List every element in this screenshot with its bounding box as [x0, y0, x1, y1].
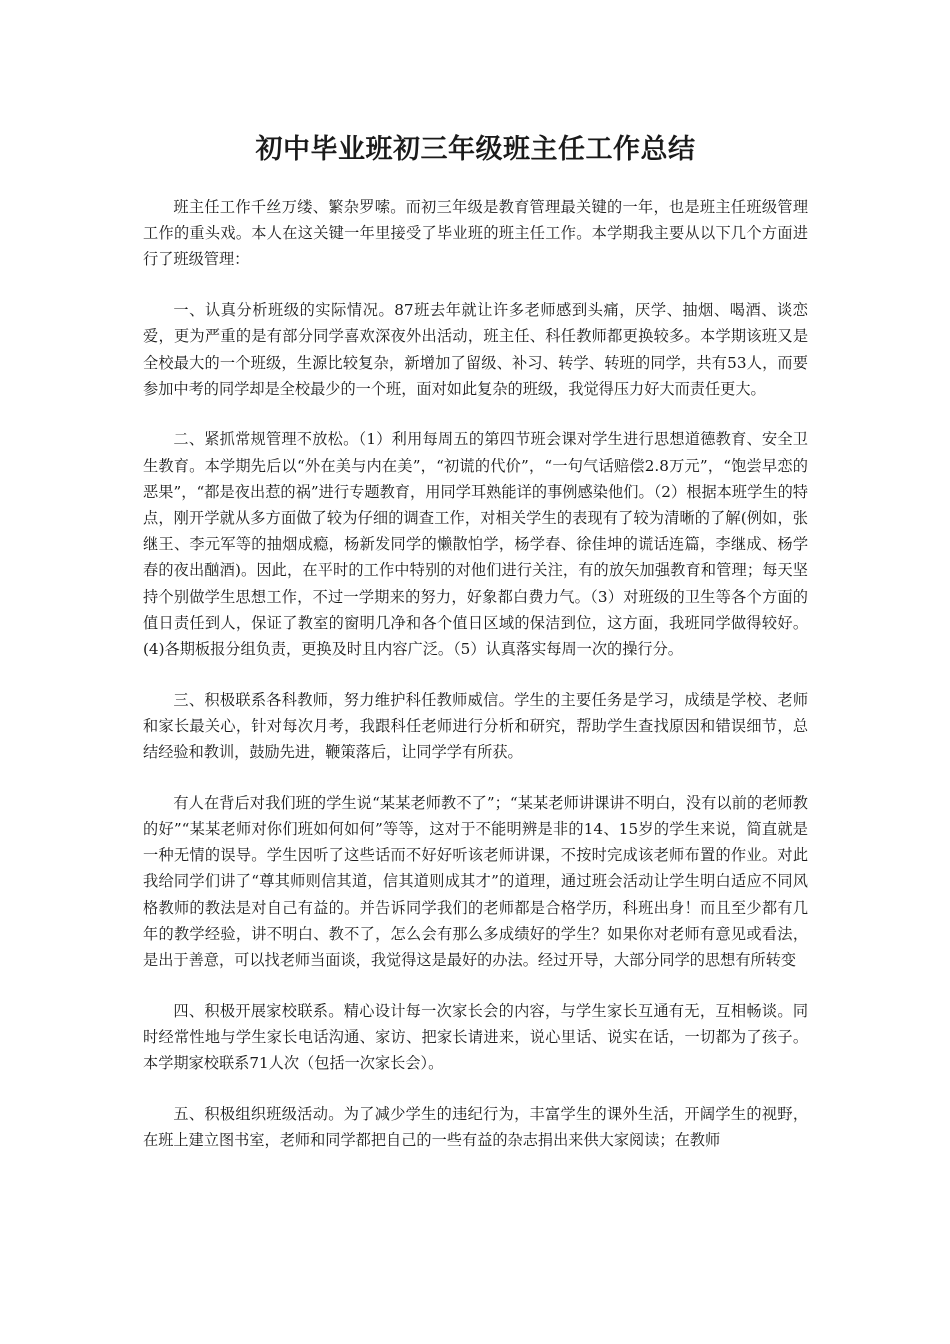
- paragraph-section-1: 一、认真分析班级的实际情况。87班去年就让许多老师感到头痛，厌学、抽烟、喝酒、谈恋爱，更为严重的是有部分同学喜欢深夜外出活动，班主任、科任教师都更换较多。本学期该班又是全校最大的一个班级，生源比较复杂，新增加了留级、补习、转学、转班的同学，共有53人，而要参加中考的同学却是全校最少的一个班，面对如此复杂的班级，我觉得压力好大而责任更大。: [143, 301, 808, 398]
- document-title: 初中毕业班初三年级班主任工作总结: [255, 134, 696, 165]
- paragraph-section-2: 二、紧抓常规管理不放松。（1）利用每周五的第四节班会课对学生进行思想道德教育、安全卫生教育。本学期先后以“外在美与内在美”，“初谎的代价”，“一句气话赔偿2.8万元”，“饱尝早恋的恶果”，“都是夜出惹的祸”进行专题教育，用同学耳熟能详的事例感染他们。（2）根据本班学生的特点，刚开学就从多方面做了较为仔细的调查工作，对相关学生的表现有了较为清晰的了解(例如，张继王、李元军等的抽烟成瘾，杨新发同学的懒散怕学，杨学春、徐佳坤的谎话连篇，李继成、杨学春的夜出酗酒)。因此，在平时的工作中特别的对他们进行关注，有的放矢加强教育和管理；每天坚持个别做学生思想工作，不过一学期来的努力，好象都白费力气。（3）对班级的卫生等各个方面的值日责任到人，保证了教室的窗明几净和各个值日区域的保洁到位，这方面，我班同学做得较好。(4)各期板报分组负责，更换及时且内容广泛。（5）认真落实每周一次的操行分。: [143, 430, 808, 659]
- paragraph-section-3: 三、积极联系各科教师，努力维护科任教师威信。学生的主要任务是学习，成绩是学校、老师和家长最关心，针对每次月考，我跟科任老师进行分析和研究，帮助学生查找原因和错误细节，总结经验和教训，鼓励先进，鞭策落后，让同学学有所获。: [143, 690, 808, 762]
- document-page: [143, 128, 808, 1178]
- paragraph-section-4: 四、积极开展家校联系。精心设计每一次家长会的内容，与学生家长互通有无，互相畅谈。同时经常性地与学生家长电话沟通、家访、把家长请进来，说心里话、说实在话，一切都为了孩子。本学期家校联系71人次（包括一次家长会）。: [143, 1001, 808, 1073]
- paragraph-section-5: 五、积极组织班级活动。为了减少学生的违纪行为，丰富学生的课外生活，开阔学生的视野，在班上建立图书室，老师和同学都把自己的一些有益的杂志捐出来供大家阅读；在教师: [143, 1104, 808, 1150]
- paragraph-section-3-continued: 有人在背后对我们班的学生说“某某老师教不了”；“某某老师讲课讲不明白，没有以前的老师教的好”“某某老师对你们班如何如何”等等，这对于不能明辨是非的14、15岁的学生来说，简直就是一种无情的误导。学生因听了这些话而不好好听该老师讲课，不按时完成该老师布置的作业。对此我给同学们讲了“尊其师则信其道，信其道则成其才”的道理，通过班会活动让学生明白适应不同风格教师的教法是对自己有益的。并告诉同学我们的老师都是合格学历，科班出身！而且至少都有几年的教学经验，讲不明白、教不了，怎么会有那么多成绩好的学生？如果你对老师有意见或看法，是出于善意，可以找老师当面谈，我觉得这是最好的办法。经过开导，大部分同学的思想有所转变: [143, 793, 808, 970]
- paragraph-intro: 班主任工作千丝万缕、繁杂罗嗦。而初三年级是教育管理最关键的一年，也是班主任班级管理工作的重头戏。本人在这关键一年里接受了毕业班的班主任工作。本学期我主要从以下几个方面进行了班级管理：: [143, 198, 808, 269]
